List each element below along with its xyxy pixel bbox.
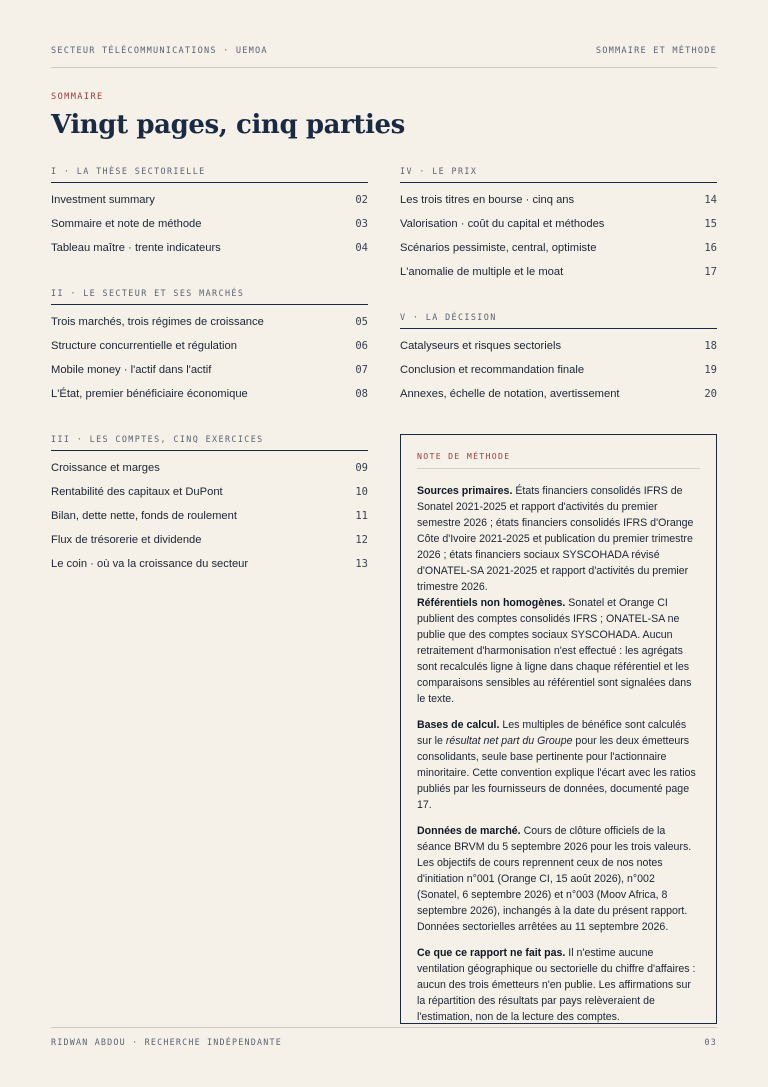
toc-entry-label: Mobile money · l'actif dans l'actif bbox=[51, 364, 212, 376]
toc-part-2 bbox=[51, 288, 368, 412]
toc-entry-label: L'anomalie de multiple et le moat bbox=[400, 266, 564, 278]
note-lead: Bases de calcul. bbox=[417, 719, 500, 731]
toc-entry-page: 20 bbox=[704, 388, 717, 400]
running-footer bbox=[51, 1037, 717, 1047]
toc-entry-label: Croissance et marges bbox=[51, 462, 160, 474]
toc-entry-label: Les trois titres en bourse · cinq ans bbox=[400, 194, 575, 206]
toc-entry-label: Conclusion et recommandation finale bbox=[400, 364, 585, 376]
toc-entry-page: 08 bbox=[355, 388, 368, 400]
toc-entry-label: Valorisation · coût du capital et méthodes bbox=[400, 218, 605, 230]
toc-entry-page: 03 bbox=[355, 218, 368, 230]
toc-part-4 bbox=[400, 166, 717, 290]
toc-entry-label: Scénarios pessimiste, central, optimiste bbox=[400, 242, 597, 254]
toc-entry[interactable] bbox=[51, 340, 368, 364]
toc-entry-label: Flux de trésorerie et dividende bbox=[51, 534, 202, 546]
toc-entry-page: 14 bbox=[704, 194, 717, 206]
toc-entry[interactable] bbox=[51, 462, 368, 486]
toc-entry-page: 11 bbox=[355, 510, 368, 522]
toc-entry-label: Trois marchés, trois régimes de croissance bbox=[51, 316, 264, 328]
toc-part-5 bbox=[400, 312, 717, 412]
page-title: Vingt pages, cinq parties bbox=[51, 110, 405, 140]
header-divider bbox=[51, 67, 717, 68]
toc-entry-label: Investment summary bbox=[51, 194, 155, 206]
toc-part-heading: V · LA DÉCISION bbox=[400, 312, 717, 329]
header-chapter: SOMMAIRE ET MÉTHODE bbox=[595, 46, 717, 56]
toc-entry-page: 10 bbox=[355, 486, 368, 498]
footer-divider bbox=[51, 1027, 717, 1028]
toc-entry-page: 07 bbox=[355, 364, 368, 376]
toc-entry[interactable] bbox=[400, 194, 717, 218]
note-body: pour les deux émetteurs consolidants, seule base pertinente pour l'actionnaire minoritaire. Cette convention explique l'écart avec les ratios publiés par les fournisseurs de données, documenté page 17. bbox=[417, 735, 696, 811]
toc-part-1 bbox=[51, 166, 368, 266]
toc-entry[interactable] bbox=[400, 242, 717, 266]
page-number: 03 bbox=[704, 1037, 717, 1047]
toc-entry-page: 15 bbox=[704, 218, 717, 230]
toc-part-heading: II · LE SECTEUR ET SES MARCHÉS bbox=[51, 288, 368, 305]
toc-part-heading: I · LA THÈSE SECTORIELLE bbox=[51, 166, 368, 183]
note-paragraph-bases bbox=[417, 717, 700, 813]
toc-entry-page: 19 bbox=[704, 364, 717, 376]
note-body: Sonatel et Orange CI publient des comptes consolidés IFRS ; ONATEL-SA ne publie que des comptes sociaux SYSCOHADA. Aucun retraitement d'harmonisation n'est effectué : les agrégats sont recalculés ligne à ligne dans chaque référentiel et les comparaisons sensibles au référentiel sont signalées dans le texte. bbox=[417, 597, 692, 705]
toc-entry-page: 13 bbox=[355, 558, 368, 570]
toc-entry[interactable] bbox=[51, 242, 368, 266]
toc-entry-label: Catalyseurs et risques sectoriels bbox=[400, 340, 562, 352]
toc-column-left bbox=[51, 166, 368, 604]
toc-column-right bbox=[400, 166, 717, 434]
note-body: Les multiples de bénéfice sont calculés sur le bbox=[417, 719, 687, 747]
toc-part-heading: IV · LE PRIX bbox=[400, 166, 717, 183]
toc-entry-label: Sommaire et note de méthode bbox=[51, 218, 202, 230]
toc-entry-label: Tableau maître · trente indicateurs bbox=[51, 242, 221, 254]
note-lead: Référentiels non homogènes. bbox=[417, 597, 566, 609]
note-paragraph-marche bbox=[417, 823, 700, 935]
toc-entry-page: 18 bbox=[704, 340, 717, 352]
toc-entry-page: 12 bbox=[355, 534, 368, 546]
note-emphasis: résultat net part du Groupe bbox=[445, 735, 573, 747]
toc-part-heading: III · LES COMPTES, CINQ EXERCICES bbox=[51, 434, 368, 451]
toc-entry[interactable] bbox=[51, 510, 368, 534]
note-lead: Sources primaires. bbox=[417, 485, 513, 497]
toc-entry-label: Le coin · où va la croissance du secteur bbox=[51, 558, 249, 570]
toc-entry[interactable] bbox=[400, 266, 717, 290]
note-body: Cours de clôture officiels de la séance BRVM du 5 septembre 2026 pour les trois valeurs. Les objectifs de cours reprennent ceux de nos notes d'initiation n°001 (Orange CI, 15 août 2026), n°002 (Sonatel, 6 septembre 2026) et n°003 (Moov Africa, 8 septembre 2026), inchangés à la date du présent rapport. Données sectorielles arrêtées au 11 septembre 2026. bbox=[417, 825, 692, 933]
toc-entry-page: 16 bbox=[704, 242, 717, 254]
header-section: SECTEUR TÉLÉCOMMUNICATIONS · UEMOA bbox=[51, 46, 268, 56]
toc-part-3 bbox=[51, 434, 368, 582]
note-body: Il n'estime aucune ventilation géographique ou sectorielle du chiffre d'affaires : aucun des trois émetteurs n'en publie. Les affirmations sur la répartition des résultats par pays relèveraient de l'estimation, non de la lecture des comptes. bbox=[417, 947, 696, 1023]
toc-entry-page: 02 bbox=[355, 194, 368, 206]
toc-entry-page: 17 bbox=[704, 266, 717, 278]
toc-entry[interactable] bbox=[51, 364, 368, 388]
toc-entry[interactable] bbox=[400, 340, 717, 364]
toc-entry[interactable] bbox=[51, 194, 368, 218]
toc-entry[interactable] bbox=[51, 534, 368, 558]
note-paragraph-sources bbox=[417, 483, 700, 595]
toc-entry-page: 04 bbox=[355, 242, 368, 254]
toc-entry-label: Rentabilité des capitaux et DuPont bbox=[51, 486, 223, 498]
toc-entry[interactable] bbox=[51, 218, 368, 242]
toc-entry-page: 05 bbox=[355, 316, 368, 328]
note-lead: Ce que ce rapport ne fait pas. bbox=[417, 947, 566, 959]
toc-entry[interactable] bbox=[51, 558, 368, 582]
note-lead: Données de marché. bbox=[417, 825, 521, 837]
toc-entry[interactable] bbox=[51, 486, 368, 510]
toc-entry-label: Annexes, échelle de notation, avertissement bbox=[400, 388, 620, 400]
method-note-heading: NOTE DE MÉTHODE bbox=[417, 451, 700, 469]
toc-entry[interactable] bbox=[400, 364, 717, 388]
note-body: États financiers consolidés IFRS de Sonatel 2021-2025 et rapport d'activités du premier semestre 2026 ; états financiers consolidés IFRS d'Orange Côte d'Ivoire 2021-2025 et publication du premier trimestre 2026 ; états financiers sociaux SYSCOHADA révisé d'ONATEL-SA 2021-2025 et rapport d'activités du premier trimestre 2026. bbox=[417, 485, 694, 593]
toc-entry-page: 06 bbox=[355, 340, 368, 352]
toc-entry[interactable] bbox=[400, 218, 717, 242]
toc-entry[interactable] bbox=[51, 316, 368, 340]
toc-entry-page: 09 bbox=[355, 462, 368, 474]
note-paragraph-limites bbox=[417, 945, 700, 1025]
toc-entry[interactable] bbox=[51, 388, 368, 412]
method-note-box bbox=[400, 434, 717, 1024]
toc-entry[interactable] bbox=[400, 388, 717, 412]
running-header bbox=[51, 46, 717, 56]
section-eyebrow: SOMMAIRE bbox=[51, 92, 104, 102]
note-paragraph-referentiels bbox=[417, 595, 700, 707]
toc-entry-label: L'État, premier bénéficiaire économique bbox=[51, 388, 248, 400]
toc-entry-label: Structure concurrentielle et régulation bbox=[51, 340, 237, 352]
toc-entry-label: Bilan, dette nette, fonds de roulement bbox=[51, 510, 237, 522]
footer-author: RIDWAN ABDOU · RECHERCHE INDÉPENDANTE bbox=[51, 1037, 282, 1047]
